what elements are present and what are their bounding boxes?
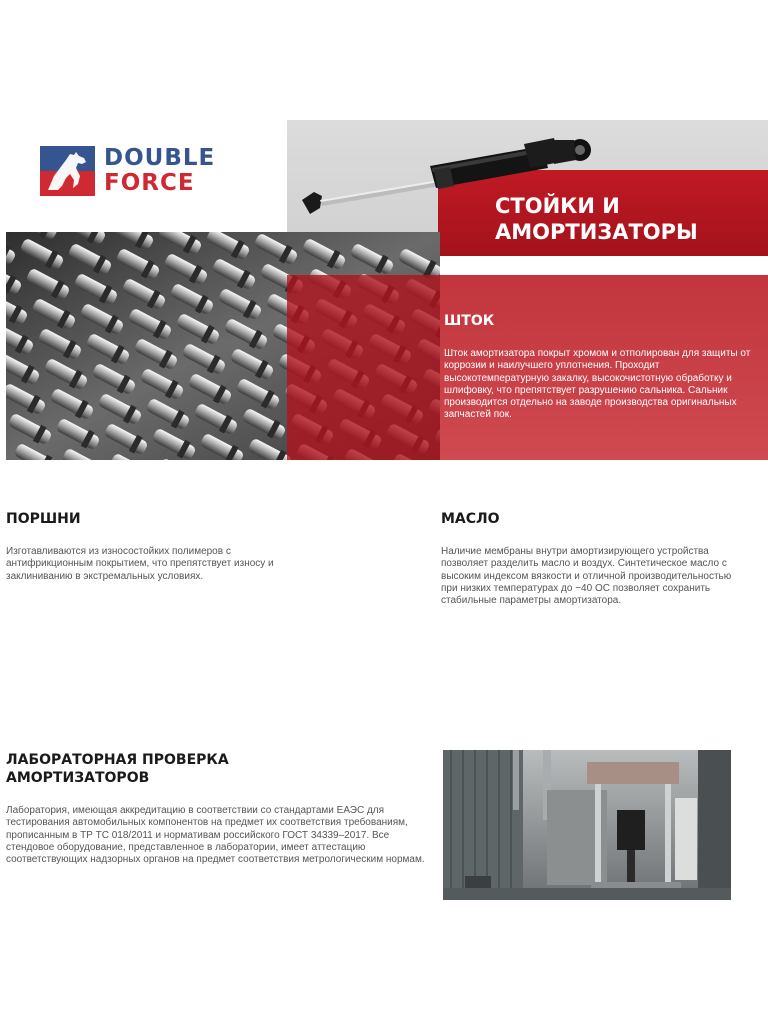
pistons-heading: ПОРШНИ — [6, 511, 81, 527]
lab-photo-graphic — [443, 750, 731, 900]
brand-logo — [40, 146, 240, 198]
double-force-horse-logo-icon — [40, 146, 95, 196]
lab-heading — [6, 751, 229, 787]
rod-heading: ШТОК — [444, 313, 495, 329]
oil-description: Наличие мембраны внутри амортизирующего устройства позволяет разделить масло и воздух. Синтетическое масло с высоким индексом вязкости и отличной производительностью при низких температурах до −40 ОС позволяет сохранить стабильные параметры амортизатора. — [441, 546, 732, 607]
hero-title-line1: СТОЙКИ И — [495, 194, 620, 218]
lab-heading-line1: ЛАБОРАТОРНАЯ ПРОВЕРКА — [6, 752, 229, 768]
lab-photo — [443, 750, 731, 900]
lab-heading-line2: АМОРТИЗАТОРОВ — [6, 770, 150, 786]
pistons-description: Изготавливаются из износостойких полимеров с антифрикционным покрытием, что препятствует износу и заклиниванию в экстремальных условиях. — [6, 546, 274, 582]
hero-title — [495, 193, 698, 245]
brand-name-line1: DOUBLE — [104, 145, 216, 171]
rod-description: Шток амортизатора покрыт хромом и отполирован для защиты от коррозии и наилучшего уплотнения. Проходит высокотемпературную закалку, высокочистотную обработку и шлифовку, что препятствует разрушению сальника. Сальник производится отдельно на заводе производства оригинальных запчастей пок. — [444, 348, 751, 421]
oil-heading: МАСЛО — [441, 511, 500, 527]
hero-title-line2: АМОРТИЗАТОРЫ — [495, 220, 698, 244]
brand-name — [104, 146, 215, 196]
brand-name-line2: FORCE — [104, 170, 195, 196]
rod-card-overlay — [287, 275, 440, 460]
lab-description: Лаборатория, имеющая аккредитацию в соответствии со стандартами ЕАЭС для тестирования автомобильных компонентов на предмет их соответствия требованиям, прописанным в ТР ТС 018/2011 и нормативам российского ГОСТ 34339–2017. Все стендовое оборудование, представленное в лаборатории, имеет аттестацию соответствующих надзорных органов на предмет соответствия метрологическим нормам. — [6, 805, 425, 866]
